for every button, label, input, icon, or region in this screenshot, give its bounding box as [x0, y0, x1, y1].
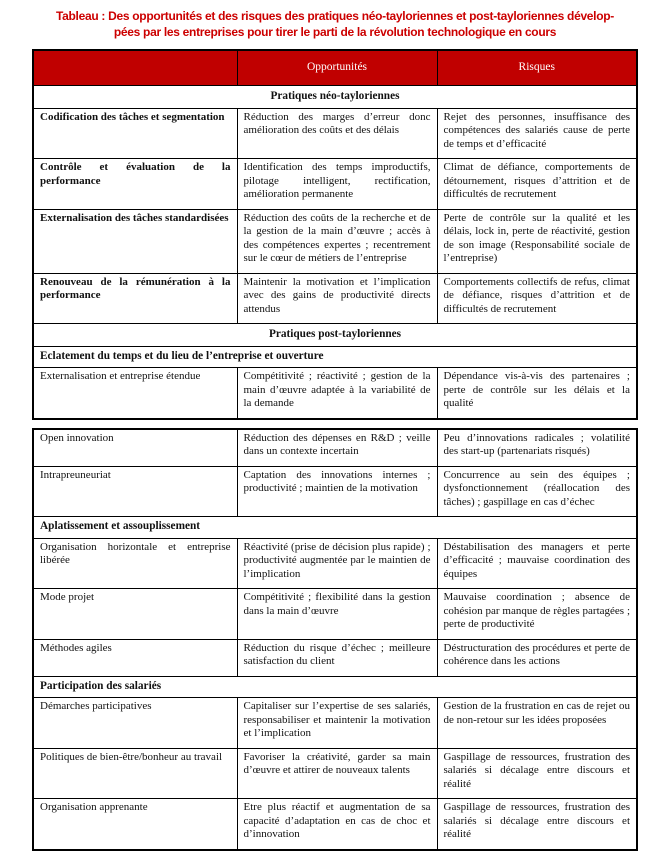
row-label-cell: Méthodes agiles	[33, 639, 237, 676]
risk-cell: Peu d’innovations radicales ; volatilité des start-up (partenariats risqués)	[437, 429, 637, 467]
subsection-eclatement	[33, 346, 637, 368]
table-row	[33, 429, 637, 467]
opportunity-cell: Identification des temps improductifs, pilotage intelligent, rectification, amélioration permanente	[237, 159, 437, 210]
section-neo-title: Pratiques néo-tayloriennes	[33, 86, 637, 109]
opportunity-cell: Réduction des marges d’erreur donc amélioration des coûts et des délais	[237, 108, 437, 159]
table-row	[33, 698, 637, 749]
row-label-cell: Externalisation des tâches standardisées	[33, 209, 237, 273]
table-row	[33, 368, 637, 419]
table-title-line2: pées par les entreprises pour tirer le parti de la révolution technologique en cours	[113, 25, 557, 39]
risk-cell: Rejet des personnes, insuffisance des compétences des salariés cause de perte de temps et d’efficacité	[437, 108, 637, 159]
section-post-tayloriennes	[33, 324, 637, 347]
header-opportunites-cell: Opportunités	[237, 50, 437, 86]
header-row	[33, 50, 637, 86]
opportunity-cell: Réduction des dépenses en R&D ; veille dans un contexte incertain	[237, 429, 437, 467]
opportunity-cell: Réduction du risque d’échec ; meilleure satisfaction du client	[237, 639, 437, 676]
row-label-cell: Externalisation et entreprise étendue	[33, 368, 237, 419]
row-label-cell: Codification des tâches et segmentation	[33, 108, 237, 159]
table-row	[33, 108, 637, 159]
header-empty-cell	[33, 50, 237, 86]
subsection-participation	[33, 676, 637, 698]
row-label-cell: Contrôle et évaluation de la performance	[33, 159, 237, 210]
practices-table-part1	[32, 49, 638, 420]
risk-cell: Climat de défiance, comportements de détournement, risques d’attrition et de difficultés de recrutement	[437, 159, 637, 210]
opportunity-cell: Favoriser la créativité, garder sa main d’œuvre et attirer de nouveaux talents	[237, 748, 437, 799]
row-label-cell: Politiques de bien-être/bonheur au travail	[33, 748, 237, 799]
row-label-cell: Organisation apprenante	[33, 799, 237, 850]
subsection-aplatissement-title: Aplatissement et assouplissement	[33, 517, 637, 539]
opportunity-cell: Captation des innovations internes ; productivité ; maintien de la motivation	[237, 466, 437, 517]
risk-cell: Mauvaise coordination ; absence de cohésion par manque de règles partagées ; perte de productivité	[437, 589, 637, 640]
row-label-cell: Démarches participatives	[33, 698, 237, 749]
table-title	[8, 8, 662, 40]
row-label-cell: Organisation horizontale et entreprise libérée	[33, 538, 237, 589]
row-label-cell: Renouveau de la rémunération à la performance	[33, 273, 237, 324]
table-row	[33, 639, 637, 676]
risk-cell: Dépendance vis-à-vis des partenaires ; perte de contrôle sur les délais et la qualité	[437, 368, 637, 419]
opportunity-cell: Etre plus réactif et augmentation de sa capacité d’adaptation en cas de choc et d’innovation	[237, 799, 437, 850]
table-row	[33, 159, 637, 210]
table-row	[33, 466, 637, 517]
table-row	[33, 799, 637, 850]
page-break-gap	[0, 420, 670, 428]
risk-cell: Gestion de la frustration en cas de rejet ou de non-retour sur les idées proposées	[437, 698, 637, 749]
table-row	[33, 748, 637, 799]
opportunity-cell: Réduction des coûts de la recherche et de la gestion de la main d’œuvre ; accès à des compétences expertes ; recentrement sur le cœur de métiers de l’entreprise	[237, 209, 437, 273]
subsection-aplatissement	[33, 517, 637, 539]
practices-table-part2	[32, 428, 638, 851]
row-label-cell: Open innovation	[33, 429, 237, 467]
risk-cell: Déstructuration des procédures et perte de cohérence dans les actions	[437, 639, 637, 676]
table-row	[33, 273, 637, 324]
table-title-line1: Tableau : Des opportunités et des risques des pratiques néo-tayloriennes et post-tayloriennes dévelop-	[56, 9, 614, 23]
risk-cell: Perte de contrôle sur la qualité et les délais, lock in, perte de réactivité, gestion de son image (Responsabilité sociale de l’entreprise)	[437, 209, 637, 273]
risk-cell: Gaspillage de ressources, frustration des salariés si décalage entre discours et réalité	[437, 748, 637, 799]
opportunity-cell: Compétitivité ; réactivité ; gestion de la main d’œuvre adaptée à la variabilité de la demande	[237, 368, 437, 419]
section-post-title: Pratiques post-tayloriennes	[33, 324, 637, 347]
risk-cell: Gaspillage de ressources, frustration des salariés si décalage entre discours et réalité	[437, 799, 637, 850]
opportunity-cell: Maintenir la motivation et l’implication avec des gains de productivité directs attendus	[237, 273, 437, 324]
opportunity-cell: Compétitivité ; flexibilité dans la gestion dans la main d’œuvre	[237, 589, 437, 640]
section-neo-tayloriennes	[33, 86, 637, 109]
subsection-eclatement-title: Eclatement du temps et du lieu de l’entreprise et ouverture	[33, 346, 637, 368]
risk-cell: Comportements collectifs de refus, climat de défiance, risques d’attrition et de difficultés de recrutement	[437, 273, 637, 324]
table-row	[33, 538, 637, 589]
table-row	[33, 589, 637, 640]
risk-cell: Concurrence au sein des équipes ; dysfonctionnement (réallocation des tâches) ; gaspillage en cas d’échec	[437, 466, 637, 517]
header-risques-cell: Risques	[437, 50, 637, 86]
risk-cell: Déstabilisation des managers et perte d’efficacité ; mauvaise coordination des équipes	[437, 538, 637, 589]
table-row	[33, 209, 637, 273]
row-label-cell: Intrapreuneuriat	[33, 466, 237, 517]
subsection-participation-title: Participation des salariés	[33, 676, 637, 698]
opportunity-cell: Réactivité (prise de décision plus rapide) ; productivité augmentée par le maintien de l’implication	[237, 538, 437, 589]
opportunity-cell: Capitaliser sur l’expertise de ses salariés, responsabiliser et maintenir la motivation et l’implication	[237, 698, 437, 749]
row-label-cell: Mode projet	[33, 589, 237, 640]
